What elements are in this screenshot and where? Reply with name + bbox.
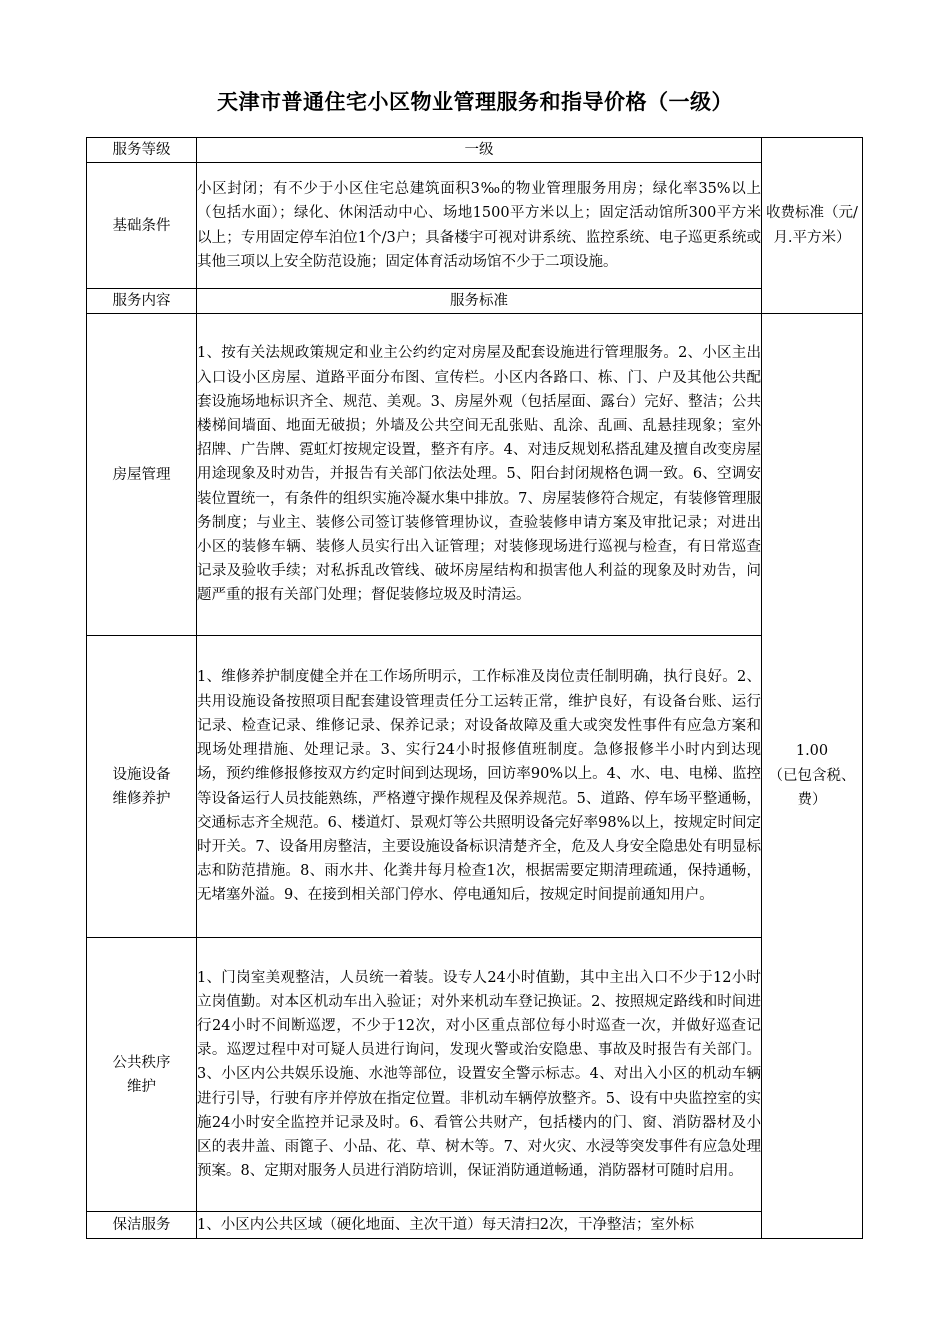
row-text-cleaning: 1、小区内公共区域（硬化地面、主次干道）每天清扫2次，干净整洁；室外标	[197, 1212, 762, 1239]
table-row	[87, 1212, 863, 1239]
service-standard-table	[86, 137, 863, 1239]
fee-note: （已包含税、费）	[768, 767, 856, 809]
table-row	[87, 938, 863, 1212]
table-row	[87, 636, 863, 938]
row-text-facilities: 1、维修养护制度健全并在工作场所明示，工作标准及岗位责任制明确，执行良好。2、共用设施设备按照项目配套建设管理责任分工运转正常，维护良好，有设备台账、运行记录、检查记录、维修记录、保养记录；对设备故障及重大或突发性事件有应急方案和现场处理措施、处理记录。3、实行24小时报修值班制度。急修报修半小时内到达现场，预约维修报修按双方约定时间到达现场，回访率90%以上。4、水、电、电梯、监控等设备运行人员技能熟练，严格遵守操作规程及保养规范。5、道路、停车场平整通畅，交通标志齐全规范。6、楼道灯、景观灯等公共照明设备完好率98%以上，按规定时间定时开关。7、设备用房整洁，主要设施设备标识清楚齐全，危及人身安全隐患处有明显标志和防范措施。8、雨水井、化粪井每月检查1次，根据需要定期清理疏通，保持通畅，无堵塞外溢。9、在接到相关部门停水、停电通知后，按规定时间提前通知用户。	[197, 636, 762, 938]
row-label-housing: 房屋管理	[87, 314, 197, 636]
service-level-row	[87, 138, 863, 163]
row-text-housing: 1、按有关法规政策规定和业主公约约定对房屋及配套设施进行管理服务。2、小区主出入口设小区房屋、道路平面分布图、宣传栏。小区内各路口、栋、门、户及其他公共配套设施场地标识齐全、规范、美观。3、房屋外观（包括屋面、露台）完好、整洁；公共楼梯间墙面、地面无破损；外墙及公共空间无乱张贴、乱涂、乱画、乱悬挂现象；室外招牌、广告牌、霓虹灯按规定设置，整齐有序。4、对违反规划私搭乱建及擅自改变房屋用途现象及时劝告，并报告有关部门依法处理。5、阳台封闭规格色调一致。6、空调安装位置统一，有条件的组织实施冷凝水集中排放。7、房屋装修符合规定，有装修管理服务制度；与业主、装修公司签订装修管理协议，查验装修申请方案及审批记录；对进出小区的装修车辆、装修人员实行出入证管理；对装修现场进行巡视与检查，有日常巡查记录及验收手续；对私拆乱改管线、破坏房屋结构和损害他人利益的现象及时劝告，问题严重的报有关部门处理；督促装修垃圾及时清运。	[197, 314, 762, 636]
content-header-row	[87, 289, 863, 314]
row-text-public-order: 1、门岗室美观整洁，人员统一着装。设专人24小时值勤，其中主出入口不少于12小时立岗值勤。对本区机动车出入验证；对外来机动车登记换证。2、按照规定路线和时间进行24小时不间断巡逻，不少于12次，对小区重点部位每小时巡查一次，并做好巡查记录。巡逻过程中对可疑人员进行询问，发现火警或治安隐患、事故及时报告有关部门。3、小区内公共娱乐设施、水池等部位，设置安全警示标志。4、对出入小区的机动车辆进行引导，行驶有序并停放在指定位置。非机动车辆停放整齐。5、设有中央监控室的实施24小时安全监控并记录及时。6、看管公共财产，包括楼内的门、窗、消防器材及小区的表井盖、雨篦子、小品、花、草、树木等。7、对火灾、水浸等突发事件有应急处理预案。8、定期对服务人员进行消防培训，保证消防通道畅通，消防器材可随时启用。	[197, 938, 762, 1212]
basic-conditions-row	[87, 163, 863, 289]
service-content-label: 服务内容	[87, 289, 197, 314]
row-label-public-order: 公共秩序维护	[87, 938, 197, 1212]
service-level-value: 一级	[197, 138, 762, 163]
basic-conditions-label: 基础条件	[87, 163, 197, 289]
service-level-label: 服务等级	[87, 138, 197, 163]
fee-value-cell	[762, 314, 863, 1239]
table-row	[87, 314, 863, 636]
fee-standard-header: 收费标准（元/月.平方米）	[762, 138, 863, 314]
row-label-facilities: 设施设备维修养护	[87, 636, 197, 938]
row-label-cleaning: 保洁服务	[87, 1212, 197, 1239]
service-standard-label: 服务标准	[197, 289, 762, 314]
basic-conditions-text: 小区封闭；有不少于小区住宅总建筑面积3‰的物业管理服务用房；绿化率35%以上（包括水面）；绿化、休闲活动中心、场地1500平方米以上；固定活动馆所300平方米以上；专用固定停车泊位1个/3户；具备楼宇可视对讲系统、监控系统、电子巡更系统或其他三项以上安全防范设施；固定体育活动场馆不少于二项设施。	[197, 163, 762, 289]
page-title: 天津市普通住宅小区物业管理服务和指导价格（一级）	[217, 90, 733, 114]
fee-value: 1.00	[795, 743, 829, 760]
